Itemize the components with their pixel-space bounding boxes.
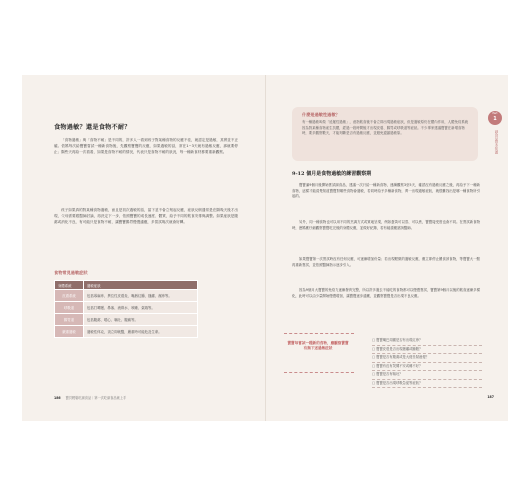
right-page-number: 187 bbox=[487, 395, 494, 399]
checklist-item: □ 寶寶嘴巴周圍是否有出現紅疹？ bbox=[372, 337, 482, 346]
table-row bbox=[55, 314, 198, 326]
callout-divider-bottom bbox=[284, 372, 354, 374]
info-box-body: 有一種過敏叫做「延遲性過敏」，意指飲食後不會立即出現過敏症狀，但是過敏原仍在體內作用，人體免疫系統因為對某種食物產生抗體，經過一段時間後才出現皮膚、腸胃或呼吸道等症狀。不少專家建議寶寶在新增食物時，要多觀察數天，才能判斷是否有過敏反應，並避免遺漏過敏原。 bbox=[302, 120, 469, 135]
left-footer-text: 寶貝輕鬆吃副食品｜第一次吃副食品就上手 bbox=[65, 396, 127, 400]
checklist-item: □ 寶寶皮膚是否出現搔癢或腫脹？ bbox=[372, 346, 482, 355]
table-row bbox=[55, 290, 198, 302]
table-header-row bbox=[55, 281, 198, 290]
right-paragraph-1: 寶寶滿9個月後開始嘗試副食品，建議一次只給一種新食物，連續觀察3至5天，確認沒有過敏反應之後，再給予下一種新食物，這樣才能清楚知道寶寶對哪些食物會過敏，若同時給予多種新食物，萬一出現過敏症狀，就很難找出是哪一種食物所引起的。 bbox=[292, 183, 480, 199]
part-tab-title: 副食品基本知識 bbox=[494, 130, 498, 154]
info-box bbox=[292, 107, 478, 161]
table-cell-symptom: 過敏性休克，須立即就醫，嚴重時可能危及生命。 bbox=[84, 326, 198, 338]
left-paragraph-1: 「食物過敏」與「食物不耐」是不同的，許多人一看到孩子對某種食物的反應不佳，就認定是過敏，其實並不正確。依媽每次給寶寶嘗試一種新食物後，先觀察寶寶的反應，如果過敏的話，常在1~3天就有過敏反應，那就要停止；隔些天再給一次看看，如果是食物不耐的情況，代表只是食物不耐的狀況，每一種新食材都要重新觀察。 bbox=[54, 138, 238, 155]
table-cell-system: 呼吸道 bbox=[55, 302, 84, 314]
book-gutter bbox=[265, 75, 266, 421]
table-header-system: 身體系統 bbox=[55, 281, 84, 290]
table-cell-system: 腸胃道 bbox=[55, 314, 84, 326]
callout-text: 寶寶每嘗試一種新的食物，應觀察寶寶有無下述過敏症狀 bbox=[287, 341, 349, 351]
part-tab-badge bbox=[488, 111, 502, 125]
part-tab-number: 1 bbox=[493, 116, 497, 122]
info-box-title: 什麼是過敏性過敏？ bbox=[302, 112, 340, 117]
callout-divider-top bbox=[284, 333, 354, 335]
table-cell-system: 嚴重過敏 bbox=[55, 326, 84, 338]
checklist bbox=[372, 337, 482, 388]
table-cell-system: 皮膚系統 bbox=[55, 290, 84, 302]
right-paragraph-3: 如果寶寶第一次嘗試時沒有任何反應，可逐漸增加份量；若出現輕微的過敏反應，應立即停止餵食該食物，等寶寶大一點再重新嘗試，並依照醫師指示逐步引入。 bbox=[292, 257, 480, 267]
section-title: 9-12 個月是食物過敏的練習觀察期 bbox=[292, 171, 372, 177]
table-cell-symptom: 包括打噴嚏、鼻塞、流鼻水、咳嗽、氣喘等。 bbox=[84, 302, 198, 314]
allergy-symptom-table bbox=[54, 280, 198, 338]
left-footer bbox=[54, 395, 126, 400]
page-title: 食物過敏？還是食物不耐？ bbox=[54, 124, 131, 131]
table-cell-symptom: 包括蕁麻疹、異位性皮膚炎、嘴唇紅腫、搔癢、濕疹等。 bbox=[84, 290, 198, 302]
left-page-number: 186 bbox=[54, 396, 61, 400]
checklist-item: □ 寶寶有沒有哭鬧不安或睡不好？ bbox=[372, 363, 482, 372]
checklist-item: □ 寶寶是否有腹瀉或是大便呈黏液便？ bbox=[372, 354, 482, 363]
table-row bbox=[55, 302, 198, 314]
table-header-symptom: 過敏症狀 bbox=[84, 281, 198, 290]
left-paragraph-2: 孩子如果真的對某種食物過敏，而且是初次過敏的話，當下並不會立刻起反應，症狀反倒通常是在隔幾天後才出現，父母需要跟醫師討論，再決定下一步，依照寶寶的成長速度、體質，給予不同的飲食安排與調整。如果症狀是腹瀉或消化不良，有可能只是食物不耐，讓寶寶腸胃慢慢適應，多嘗試幾次就會好轉。 bbox=[54, 208, 238, 225]
right-page bbox=[272, 75, 508, 421]
part-tab-label: Part bbox=[492, 112, 498, 115]
right-paragraph-2: 另外，同一種食物也可以用不同的烹調方式或質地呈現，例如蛋黃可以蒸、可以煮，寶寶接受度也會不同。在嘗試新食物時，爸媽應仔細觀察寶寶吃完後的身體反應，並做好紀錄，若有疑慮應諮詢醫師。 bbox=[292, 220, 480, 230]
table-cell-symptom: 包括腹瀉、噁心、嘔吐、腹痛等。 bbox=[84, 314, 198, 326]
left-page bbox=[30, 75, 258, 421]
checklist-item: □ 寶寶是否出現呼吸急促等症狀？ bbox=[372, 380, 482, 389]
table-row bbox=[55, 326, 198, 338]
table-title: 食物常見過敏症狀 bbox=[54, 270, 88, 275]
checklist-item: □ 寶寶是否有嘔吐？ bbox=[372, 371, 482, 380]
right-paragraph-4: 因為9個月大寶寶的免疫力逐漸發育完整，所以許多過去不能吃的食物都可以慢慢嘗試，寶寶第9個月以後的飲食逐漸多樣化，此時可以由少量開始慢慢增加，讓寶寶逐步適應，並觀察寶寶是否出現不良反應。 bbox=[292, 288, 480, 298]
